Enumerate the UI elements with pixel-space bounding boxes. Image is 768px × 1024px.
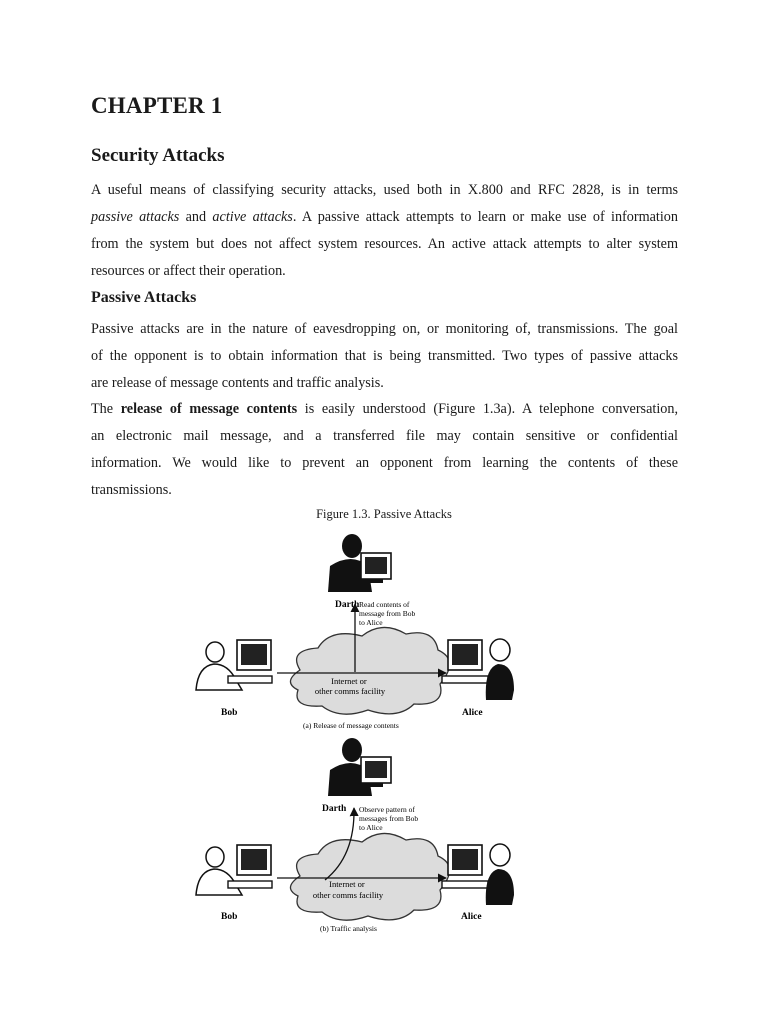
darth-label-b: Darth [322, 804, 347, 814]
subcaption-b: (b) Traffic analysis [320, 924, 377, 933]
passive-attacks-term: passive attacks [91, 209, 180, 225]
release-line-3: information. We would like to prevent an opponent from learning the contents of these [91, 455, 678, 471]
passive-line-2: of the opponent is to obtain information that is being transmitted. Two types of passive attacks [91, 348, 678, 364]
bob-label-b: Bob [221, 912, 238, 922]
internet-cloud-b [290, 833, 449, 920]
darth-note-b: Observe pattern of messages from Bob to Alice [359, 805, 419, 832]
figure-a [196, 534, 514, 730]
alice-label-b: Alice [461, 912, 482, 922]
bob-icon [196, 640, 272, 690]
release-line-1: The release of message contents is easily understood (Figure 1.3a). A telephone conversation, [91, 401, 678, 417]
alice-icon [442, 639, 514, 700]
figure-caption: Figure 1.3. Passive Attacks [316, 507, 452, 521]
bob-label-a: Bob [221, 708, 238, 718]
darth-icon [328, 534, 391, 592]
bob-icon [196, 845, 272, 895]
intro-line-1: A useful means of classifying security attacks, used both in X.800 and RFC 2828, is in terms [91, 182, 678, 198]
passive-line-1: Passive attacks are in the nature of eavesdropping on, or monitoring of, transmissions. The goal [91, 321, 678, 337]
darth-icon [328, 738, 391, 796]
cloud-label-a: Internet or other comms facility [314, 676, 386, 696]
release-term: release of message contents [120, 401, 298, 417]
darth-label-a: Darth [335, 600, 360, 610]
intro-line-3: from the system but does not affect system resources. An active attack attempts to alter system [91, 236, 678, 252]
alice-icon [442, 844, 514, 905]
section-title: Security Attacks [91, 145, 225, 166]
subcaption-a: (a) Release of message contents [303, 721, 399, 730]
chapter-title: CHAPTER 1 [91, 93, 223, 118]
internet-cloud-a [290, 627, 449, 714]
intro-line-2: passive attacks and active attacks. A passive attack attempts to learn or make use of information [91, 209, 678, 225]
alice-label-a: Alice [462, 708, 483, 718]
release-line-4: transmissions. [91, 482, 172, 498]
intro-line-4: resources or affect their operation. [91, 263, 286, 279]
release-line-2: an electronic mail message, and a transferred file may contain sensitive or confidential [91, 428, 678, 444]
passive-line-3: are release of message contents and traffic analysis. [91, 375, 384, 391]
darth-note-a: Read contents of message from Bob to Alice [359, 600, 416, 627]
cloud-label-b: Internet or other comms facility [312, 879, 384, 900]
subsection-title: Passive Attacks [91, 289, 197, 306]
figure-b [196, 738, 514, 933]
active-attacks-term: active attacks [212, 209, 293, 225]
